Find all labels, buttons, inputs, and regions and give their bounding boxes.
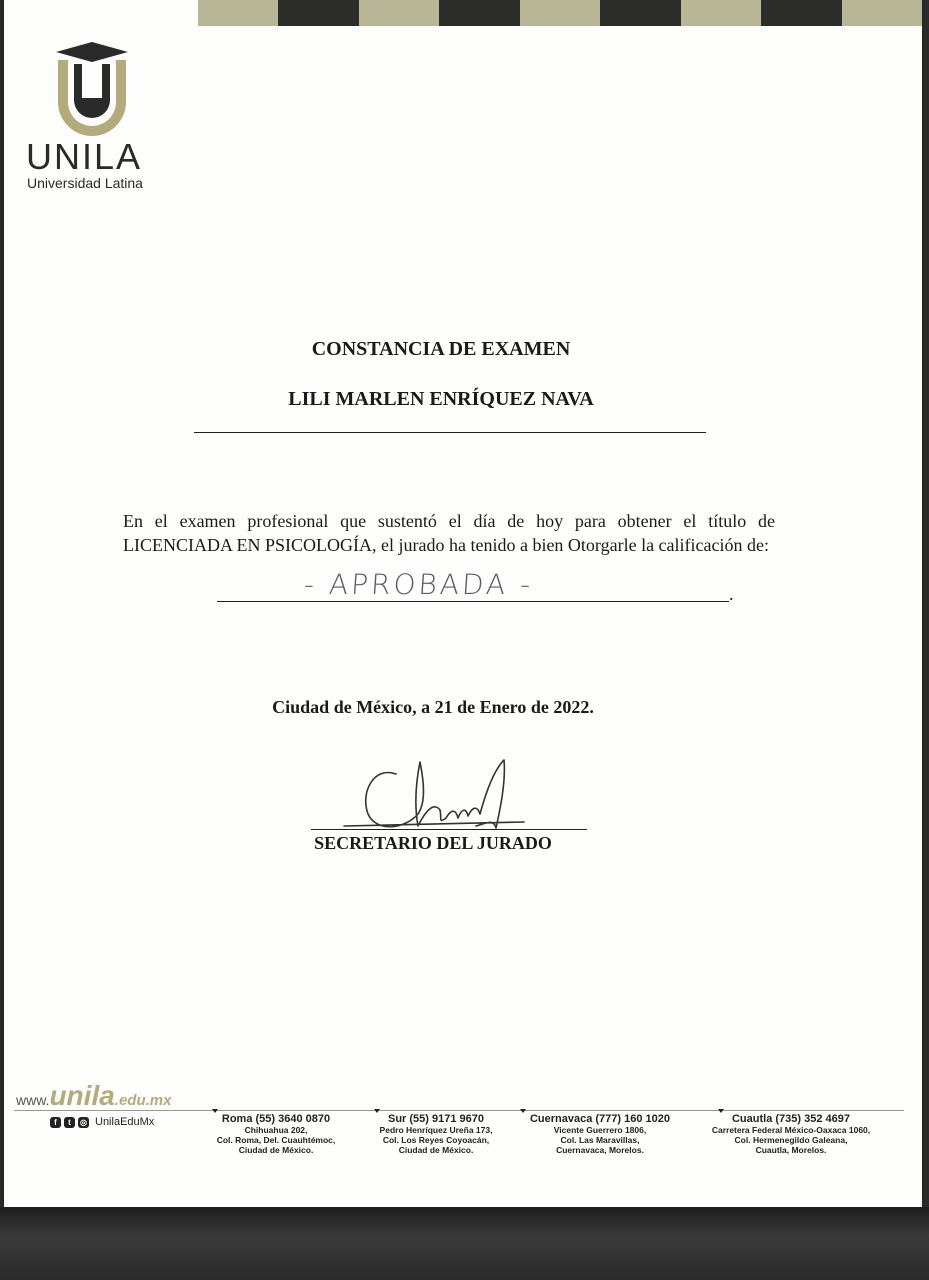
document-page <box>4 0 922 1207</box>
campus-cuernavaca: Cuernavaca (777) 160 1020 Vicente Guerrero 1806, Col. Las Maravillas, Cuernavaca, Morelos. <box>520 1113 680 1155</box>
scan-background <box>0 1207 929 1280</box>
logo-subtitle: Universidad Latina <box>27 175 143 191</box>
unila-logo <box>24 40 174 200</box>
footer-social <box>50 1116 154 1128</box>
document-title: CONSTANCIA DE EXAMEN <box>311 338 571 360</box>
twitter-icon: t <box>64 1117 75 1128</box>
handwritten-signature <box>334 752 534 837</box>
student-name: LILI MARLEN ENRÍQUEZ NAVA <box>288 388 594 410</box>
campus-roma: Roma (55) 3640 0870 Chihuahua 202, Col. Roma, Del. Cuauhtémoc, Ciudad de México. <box>212 1113 340 1155</box>
footer-divider <box>14 1110 904 1111</box>
campus-cuautla: Cuautla (735) 352 4697 Carretera Federal México-Oaxaca 1060, Col. Hermenegildo Galeana, Cuautla, Morelos. <box>700 1113 882 1155</box>
social-handle: UnilaEduMx <box>95 1116 155 1128</box>
grade-period: . <box>729 584 734 604</box>
facebook-icon: f <box>50 1117 61 1128</box>
footer-website: www.unila.edu.mx <box>16 1080 172 1111</box>
campus-sur: Sur (55) 9171 9670 Pedro Henríquez Ureña 173, Col. Los Reyes Coyoacán, Ciudad de México. <box>374 1113 498 1155</box>
exam-statement: En el examen profesional que sustentó el día de hoy para obtener el título de LICENCIADA EN PSICOLOGÍA, el jurado ha tenido a bien Otorgarle la calificación de: <box>123 511 775 555</box>
signature-line <box>311 829 587 830</box>
name-underline <box>194 432 706 433</box>
instagram-icon: ◎ <box>78 1117 89 1128</box>
logo-wordmark: UNILA <box>26 136 143 177</box>
place-and-date: Ciudad de México, a 21 de Enero de 2022. <box>272 697 594 717</box>
grade-underline <box>217 601 729 602</box>
handwritten-grade: - APROBADA - <box>302 568 535 601</box>
signatory-title: SECRETARIO DEL JURADO <box>314 833 552 853</box>
graduation-cap-u-logo-icon <box>52 40 132 138</box>
scan-color-strip <box>198 0 922 26</box>
